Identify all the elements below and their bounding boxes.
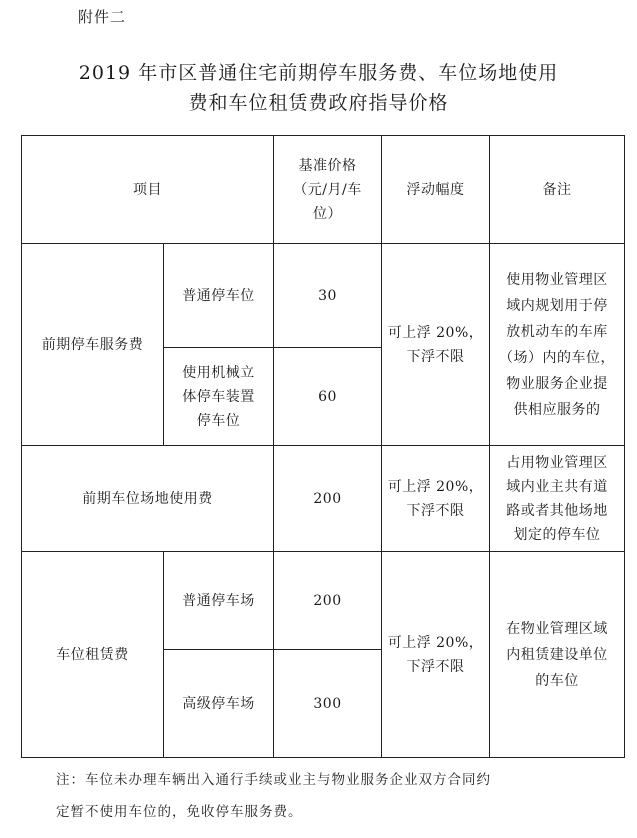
attachment-label: 附件二: [78, 8, 127, 26]
float-line: 可上浮 20%，: [387, 478, 484, 495]
header-float-range: 浮动幅度: [382, 136, 490, 244]
document-title-line-1: 2019 年市区普通住宅前期停车服务费、车位场地使用: [78, 62, 559, 84]
price-table: [21, 135, 625, 758]
float-line: 下浮不限: [406, 502, 465, 519]
sub-item-line: 普通停车场: [182, 592, 255, 609]
sub-item-regular-lot: [164, 552, 274, 650]
sub-item-line: 体停车装置: [182, 388, 255, 405]
footnote-line-1: 注：车位未办理车辆出入通行手续或业主与物业服务企业双方合同约: [56, 772, 491, 788]
float-line: 可上浮 20%，: [387, 634, 484, 651]
document-title-line-2: 费和车位租赁费政府指导价格: [188, 92, 449, 114]
table-header-row: [22, 136, 625, 244]
sub-item-line: 高级停车场: [182, 695, 255, 712]
sub-item-line: 普通停车位: [182, 287, 255, 304]
price-cell: 300: [274, 650, 382, 758]
remarks-line: 的车位: [535, 672, 579, 689]
header-price-line-3: 位）: [313, 205, 342, 222]
sub-item-line: 使用机械立: [182, 364, 255, 381]
sub-item-premium-lot: [164, 650, 274, 758]
header-price-line-2: （元/月/车: [293, 181, 362, 198]
remarks-line: 划定的停车位: [513, 526, 601, 543]
remarks-line: 内租赁建设单位: [506, 646, 608, 663]
remarks-cell: [490, 446, 625, 552]
sub-item-mechanical-space: [164, 348, 274, 446]
group-name-site-usage: 前期车位场地使用费: [22, 446, 274, 552]
remarks-line: 在物业管理区域: [506, 620, 608, 637]
remarks-line: 放机动车的车库: [506, 323, 608, 340]
header-item: 项目: [22, 136, 274, 244]
float-range-cell: [382, 244, 490, 446]
remarks-line: 域内业主共有道: [506, 478, 608, 495]
table-row: [22, 244, 625, 348]
header-remarks: 备注: [490, 136, 625, 244]
group-name-space-rental: 车位租赁费: [22, 552, 164, 758]
remarks-line: （场）内的车位，: [499, 349, 615, 366]
remarks-cell: [490, 244, 625, 446]
float-line: 可上浮 20%，: [387, 324, 484, 341]
remarks-line: 使用物业管理区: [506, 271, 608, 288]
float-line: 下浮不限: [406, 348, 465, 365]
footnote-line-2: 定暂不使用车位的，免收停车服务费。: [56, 804, 303, 820]
table-row: [22, 552, 625, 650]
remarks-line: 物业服务企业提: [506, 375, 608, 392]
float-range-cell: [382, 446, 490, 552]
sub-item-line: 停车位: [196, 412, 241, 429]
table-row: [22, 446, 625, 552]
remarks-cell: [490, 552, 625, 758]
price-cell: 200: [274, 552, 382, 650]
remarks-line: 供相应服务的: [513, 401, 601, 418]
remarks-line: 域内规划用于停: [506, 297, 608, 314]
float-line: 下浮不限: [406, 658, 465, 675]
price-cell: 30: [274, 244, 382, 348]
float-range-cell: [382, 552, 490, 758]
sub-item-regular-space: [164, 244, 274, 348]
header-base-price: [274, 136, 382, 244]
remarks-line: 占用物业管理区: [506, 454, 608, 471]
price-cell: 60: [274, 348, 382, 446]
group-name-parking-service: 前期停车服务费: [22, 244, 164, 446]
header-price-line-1: 基准价格: [298, 157, 357, 174]
remarks-line: 路或者其他场地: [506, 502, 608, 519]
price-cell: 200: [274, 446, 382, 552]
